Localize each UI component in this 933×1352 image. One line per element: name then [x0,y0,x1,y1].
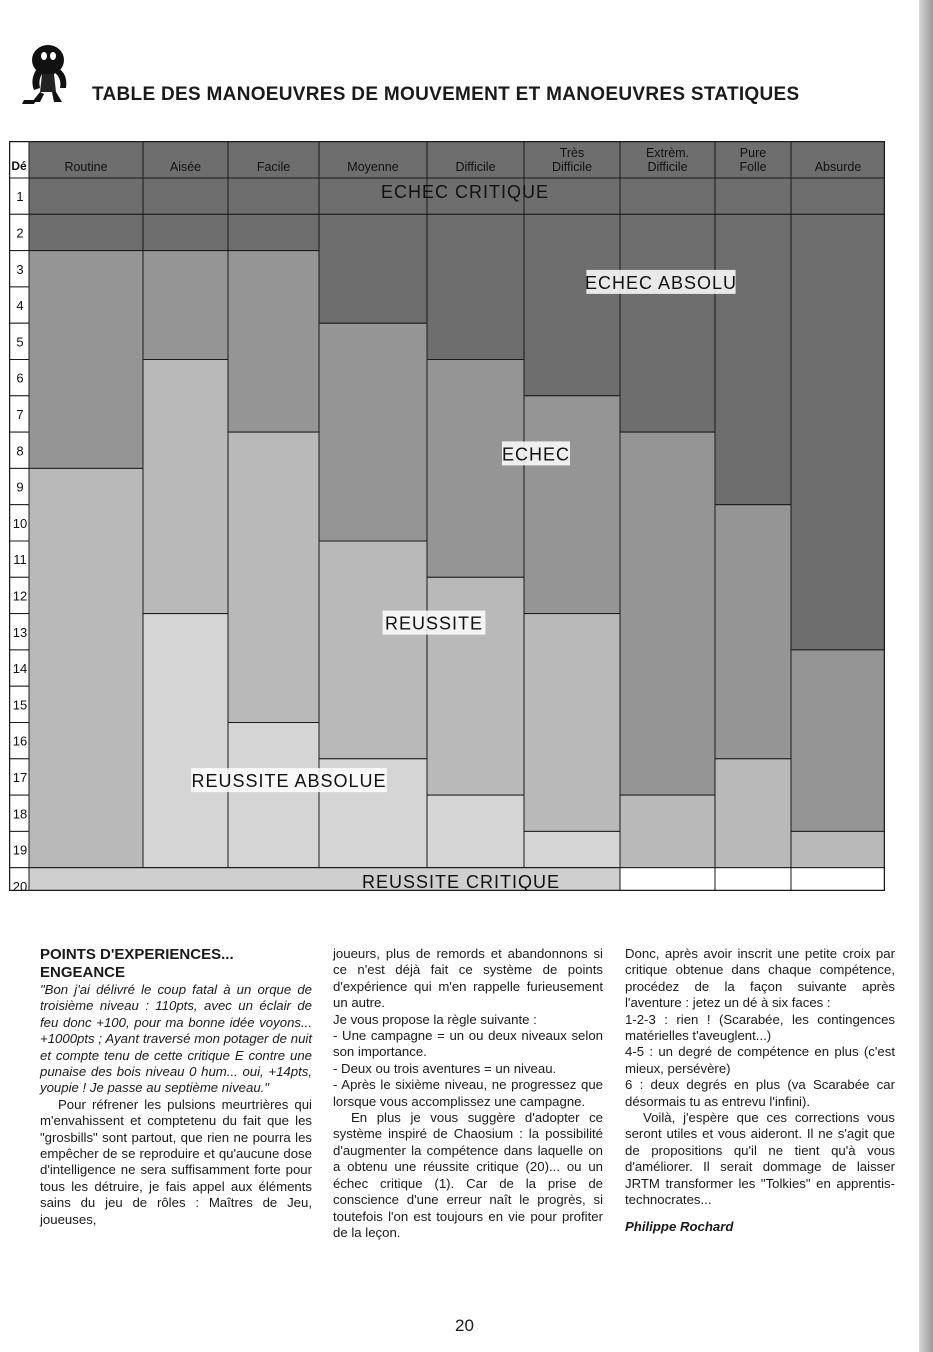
column-header-label: Routine [64,160,108,174]
article-paragraph: 1-2-3 : rien ! (Scarabée, les contingences matérielles t'aveuglent...) [625,1011,895,1044]
die-row-label: 6 [16,370,24,386]
zone-absolute-failure [427,214,524,359]
article-subtitle: ENGEANCE [40,964,126,981]
zone-failure [143,251,228,360]
article-column-1 [40,946,312,1228]
zone-absolute-success [143,614,228,868]
zone-success [791,831,885,867]
die-row-label: 14 [12,661,28,677]
zone-success [143,360,228,614]
column-header-label: Très [559,146,585,160]
column-header-label: Folle [739,160,767,174]
column-header-label: Difficile [647,160,688,174]
label-success: REUSSITE [384,613,484,634]
die-row-label: 4 [16,298,24,314]
zone-absolute-failure [524,214,620,395]
zone-absolute-success [228,723,319,868]
article-paragraph: Voilà, j'espère que ces corrections vous seront utiles et vous aideront. Il ne s'agit que de propositions qu'il ne tient qu'à vous d'améliorer. Il serait dommage de laisser JRTM transformer les "Tolkies" en apprentis-technocrates... [625,1110,895,1208]
die-header-label: Dé [11,159,27,173]
page-number: 20 [455,1316,474,1335]
zone-success [29,468,143,867]
zone-critical-failure [29,178,143,214]
die-row-label: 1 [16,189,24,205]
zone-critical-success [791,868,885,891]
zone-failure [620,432,715,795]
label-absolute-failure: ECHEC ABSOLU [584,272,738,293]
article-paragraph: En plus je vous suggère d'adopter ce système inspiré de Chaosium : la possibilité d'augmenter la compétence dans laquelle on a obtenu une réussite critique (20)... ou un échec critique (1). Car de la prise de conscience d'une erreur naît le progrès, si toutefois l'on est toujours en vie pour profiter de la leçon. [333,1110,603,1240]
column-header-label: Pure [739,146,767,160]
zone-failure [524,396,620,614]
column-header-label: Aisée [169,160,202,174]
column-header-label: Moyenne [347,160,399,174]
zone-absolute-failure [29,214,143,250]
die-row-label: 10 [12,515,28,531]
die-row-label: 18 [12,806,28,822]
zone-absolute-failure [791,214,885,650]
zone-critical-success [620,868,715,891]
zone-failure [29,251,143,469]
zone-failure [228,251,319,433]
page-title: TABLE DES MANOEUVRES DE MOUVEMENT ET MANOEUVRES STATIQUES [92,84,800,105]
die-row-label: 13 [12,624,28,640]
die-row-label: 19 [12,842,28,858]
article-title: POINTS D'EXPERIENCES... [40,946,234,963]
die-row-label: 5 [16,334,24,350]
label-critical-failure: ECHEC CRITIQUE [380,182,550,203]
article-paragraph: - Après le sixième niveau, ne progressez que lorsque vous accomplissez une campagne. [333,1077,603,1109]
zone-success [715,759,791,868]
die-row-label: 20 [12,878,28,891]
article-column-3 [625,946,895,1235]
die-row-label: 9 [16,479,24,495]
zone-failure [791,650,885,832]
die-row-label: 17 [12,769,28,785]
die-row-label: 12 [12,588,28,604]
zone-critical-failure [791,178,885,214]
article-quote: "Bon j'ai délivré le coup fatal à un orque de troisième niveau : 110pts, avec un éclair de feu donc +100, pour ma bonne idée voyons... +1000pts ; Ayant traversé mon potager de nuit et compte tenu de cette critique E contre une punaise des bois niveau 0 hum... oui, +14pts, youpie ! Je passe au septième niveau." [40,982,312,1096]
article-paragraph: 4-5 : un degré de compétence en plus (c'est mieux, persévère) [625,1044,895,1076]
zone-absolute-success [427,795,524,868]
zone-absolute-failure [319,214,427,323]
column-header-label: Facile [256,160,291,174]
article-paragraph: joueurs, plus de remords et abandonnons si ce n'est déjà fait ce système de points d'expérience qui m'en rappelle furieusement un autre. [333,946,603,1011]
article-column-2 [333,946,603,1241]
zone-critical-failure [228,178,319,214]
column-header-label: Difficile [551,160,593,174]
zone-critical-failure [143,178,228,214]
zone-failure [715,505,791,759]
column-header-label: Extrèm. [645,146,690,160]
zone-success [427,577,524,795]
column-header-label: Absurde [814,160,862,174]
die-row-label: 2 [16,225,24,241]
article-paragraph: Je vous propose la règle suivante : [333,1011,537,1027]
article-paragraph: Donc, après avoir inscrit une petite croix par critique obtenue dans chaque compétence, procédez de la façon suivante après l'aventure : jetez un dé à six faces : [625,946,895,1011]
article-paragraph: - Deux ou trois aventures = un niveau. [333,1060,557,1076]
troll-mascot-icon [18,40,74,106]
die-row-label: 15 [12,697,28,713]
zone-critical-failure [715,178,791,214]
label-absolute-success: REUSSITE ABSOLUE [191,771,387,792]
article-paragraph: - Une campagne = un ou deux niveaux selon son importance. [333,1028,603,1060]
article-signature: Philippe Rochard [625,1218,734,1234]
die-row-label: 3 [16,261,24,277]
zone-failure [427,360,524,578]
die-row-label: 16 [12,733,28,749]
zone-critical-failure [620,178,715,214]
label-critical-success: REUSSITE CRITIQUE [361,871,561,891]
die-row-label: 8 [16,443,24,459]
zone-absolute-success [524,831,620,867]
die-row-label: 7 [16,406,24,422]
page-edge-shadow [919,0,933,1352]
zone-success [319,541,427,759]
zone-success [524,614,620,832]
manoeuvre-table [9,141,885,891]
article-paragraph: 6 : deux degrés en plus (va Scarabée car désormais tu as entrevu l'infini). [625,1077,895,1109]
article-paragraph: Pour réfrener les pulsions meurtrières qui m'envahissent et comptetenu du fait que les "grosbills" sont partout, que rien ne pourra les empêcher de se reproduire et qu'aucune dose d'intelligence ne sera suffisamment forte pour tous les détruire, je fais appel aux éléments sains du jeu de rôles : Maîtres de Jeu, joueuses, [40,1096,312,1227]
column-header-label: Difficile [455,160,496,174]
zone-failure [319,323,427,541]
zone-success [620,795,715,868]
zone-success [228,432,319,722]
zone-absolute-failure [715,214,791,504]
zone-absolute-failure [620,214,715,432]
zone-absolute-failure [228,214,319,250]
zone-critical-success [715,868,791,891]
label-failure: ECHEC [501,444,571,465]
die-row-label: 11 [13,552,27,568]
zone-absolute-failure [143,214,228,250]
